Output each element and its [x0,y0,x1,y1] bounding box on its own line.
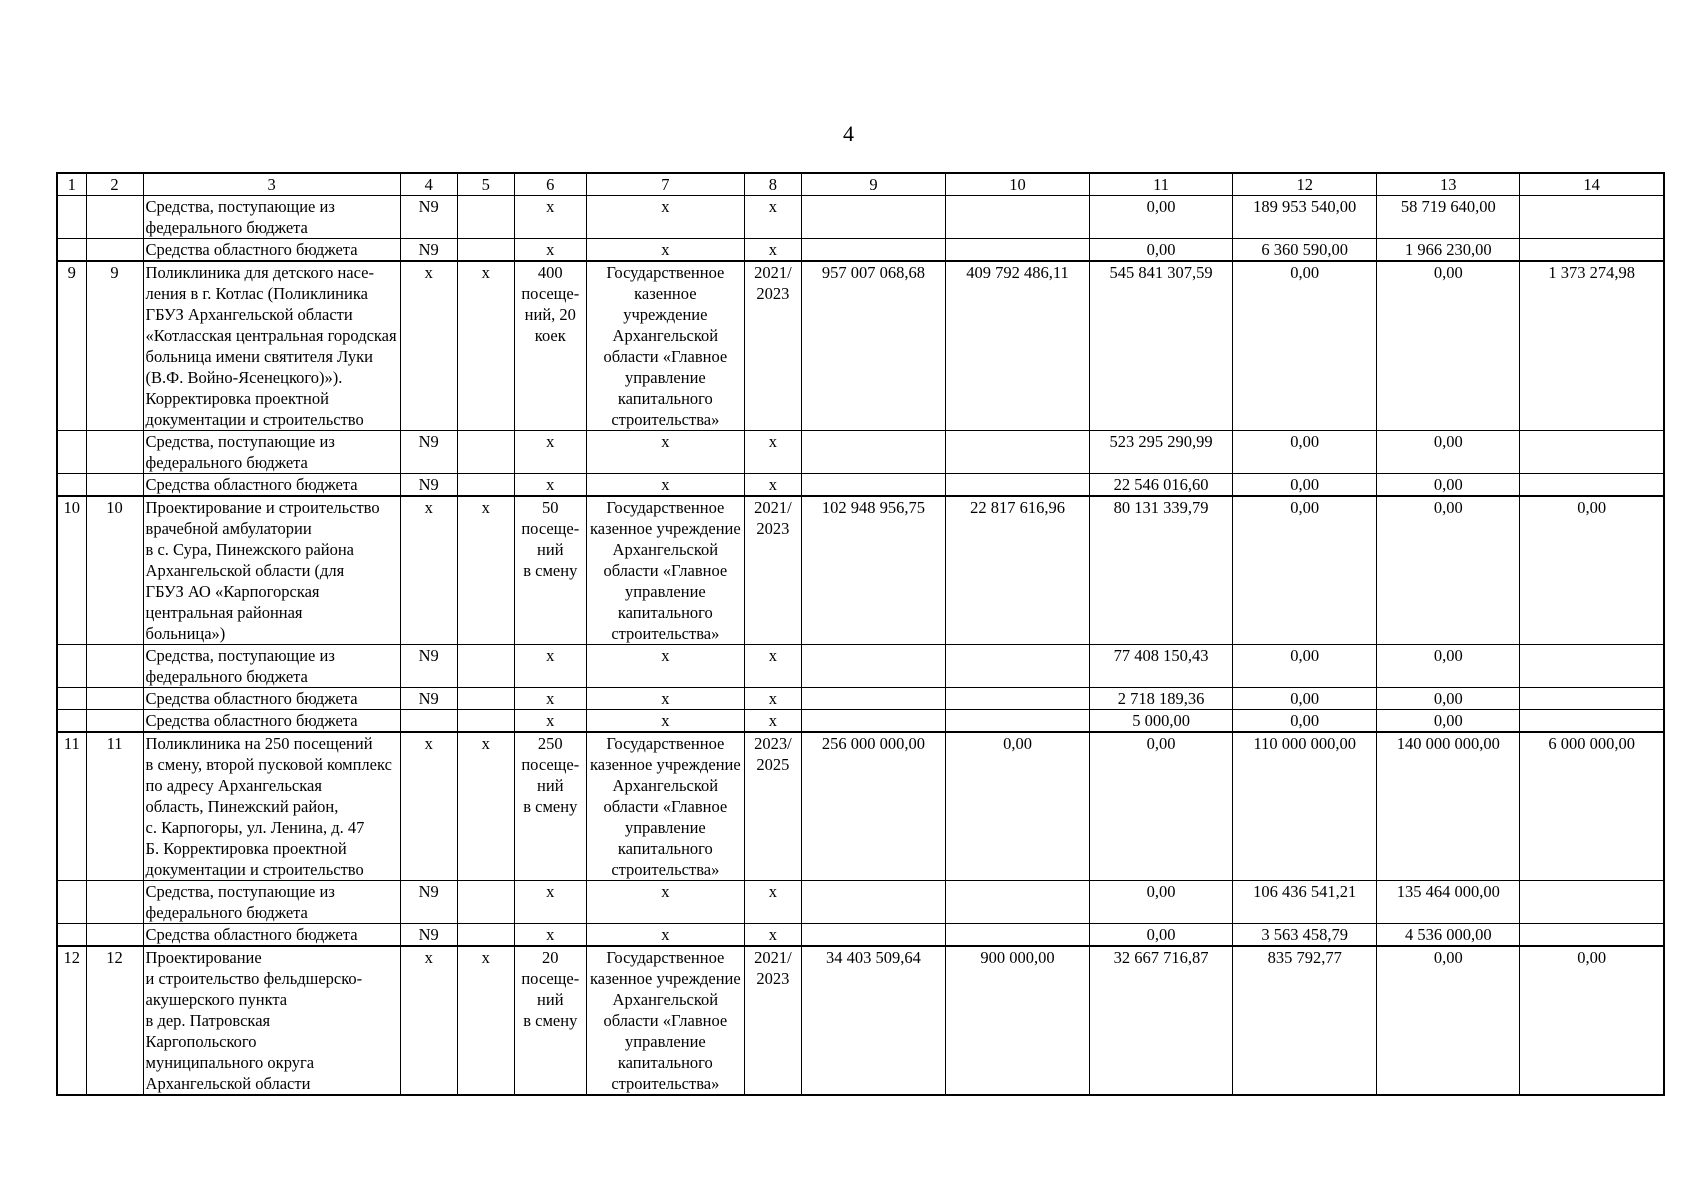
col5-cell [457,431,514,474]
customer-cell: Государственное казенное учреждение Архангельской области «Главное управление капитального строительства» [586,732,744,881]
customer-cell: x [586,924,744,947]
col5-cell: x [457,261,514,431]
col12-value-cell: 0,00 [1233,496,1377,645]
col14-value-cell [1520,688,1664,710]
customer-cell: x [586,688,744,710]
object-name-cell: Средства областного бюджета [143,688,400,710]
col11-value-cell: 0,00 [1090,239,1233,262]
row-number-cell [57,239,86,262]
object-row [57,946,1664,1095]
object-row [57,496,1664,645]
col12-value-cell: 0,00 [1233,261,1377,431]
customer-cell: x [586,881,744,924]
col12-value-cell: 106 436 541,21 [1233,881,1377,924]
item-number-cell [86,645,143,688]
funding-source-row [57,881,1664,924]
col14-value-cell [1520,924,1664,947]
col13-value-cell: 4 536 000,00 [1377,924,1520,947]
object-name-cell: Средства, поступающие из федерального бюджета [143,431,400,474]
total-cost-cell [801,431,945,474]
col10-value-cell [946,924,1090,947]
customer-cell: x [586,710,744,733]
col5-cell [457,474,514,497]
code-cell: x [400,732,457,881]
object-name-cell: Поликлиника на 250 посещений в смену, второй пусковой комплекс по адресу Архангельская область, Пинежский район, с. Карпогоры, ул. Ленина, д. 47 Б. Корректировка проектной документации и строительство [143,732,400,881]
col10-value-cell [946,431,1090,474]
period-cell: x [744,645,801,688]
col14-value-cell [1520,710,1664,733]
col5-cell [457,688,514,710]
funding-source-row [57,924,1664,947]
total-cost-cell [801,881,945,924]
object-name-cell: Проектирование и строительство врачебной амбулатории в с. Сура, Пинежского района Архангельской области (для ГБУЗ АО «Карпогорская центральная районная больница») [143,496,400,645]
capacity-cell: x [514,710,586,733]
object-name-cell: Средства, поступающие из федерального бюджета [143,881,400,924]
total-cost-cell [801,688,945,710]
header-row [57,173,1664,196]
col10-value-cell: 0,00 [946,732,1090,881]
col5-cell [457,881,514,924]
capacity-cell: x [514,431,586,474]
capacity-cell: x [514,645,586,688]
col12-value-cell: 0,00 [1233,474,1377,497]
col11-value-cell: 523 295 290,99 [1090,431,1233,474]
period-cell: x [744,196,801,239]
col5-cell: x [457,946,514,1095]
code-cell: x [400,946,457,1095]
row-number-cell [57,196,86,239]
item-number-cell: 11 [86,732,143,881]
funding-source-row [57,196,1664,239]
item-number-cell: 10 [86,496,143,645]
total-cost-cell [801,645,945,688]
funding-source-row [57,239,1664,262]
capacity-cell: x [514,688,586,710]
col14-value-cell: 1 373 274,98 [1520,261,1664,431]
col12-value-cell: 110 000 000,00 [1233,732,1377,881]
customer-cell: x [586,431,744,474]
row-number-cell [57,431,86,474]
col13-value-cell: 0,00 [1377,710,1520,733]
object-name-cell: Средства, поступающие из федерального бюджета [143,645,400,688]
col13-value-cell: 58 719 640,00 [1377,196,1520,239]
page-number: 4 [843,121,854,146]
row-number-cell: 12 [57,946,86,1095]
col14-value-cell [1520,474,1664,497]
object-name-cell: Средства, поступающие из федерального бюджета [143,196,400,239]
period-cell: x [744,431,801,474]
col14-value-cell [1520,431,1664,474]
col5-cell [457,239,514,262]
col13-value-cell: 0,00 [1377,946,1520,1095]
col11-value-cell: 5 000,00 [1090,710,1233,733]
customer-cell: Государственное казенное учреждение Архангельской области «Главное управление капитального строительства» [586,261,744,431]
customer-cell: x [586,239,744,262]
col10-value-cell [946,196,1090,239]
col10-value-cell: 900 000,00 [946,946,1090,1095]
header-cell: 3 [143,173,400,196]
col13-value-cell: 0,00 [1377,645,1520,688]
period-cell: x [744,710,801,733]
code-cell: N9 [400,924,457,947]
col11-value-cell: 22 546 016,60 [1090,474,1233,497]
col13-value-cell: 0,00 [1377,431,1520,474]
item-number-cell [86,474,143,497]
item-number-cell [86,710,143,733]
header-cell: 2 [86,173,143,196]
col14-value-cell [1520,881,1664,924]
total-cost-cell [801,196,945,239]
col10-value-cell [946,474,1090,497]
col11-value-cell: 0,00 [1090,196,1233,239]
col12-value-cell: 0,00 [1233,688,1377,710]
col5-cell [457,196,514,239]
row-number-cell [57,474,86,497]
total-cost-cell [801,239,945,262]
col12-value-cell: 6 360 590,00 [1233,239,1377,262]
col13-value-cell: 140 000 000,00 [1377,732,1520,881]
col13-value-cell: 135 464 000,00 [1377,881,1520,924]
period-cell: 2023/ 2025 [744,732,801,881]
col12-value-cell: 835 792,77 [1233,946,1377,1095]
code-cell: N9 [400,239,457,262]
header-cell: 7 [586,173,744,196]
total-cost-cell: 102 948 956,75 [801,496,945,645]
col5-cell [457,924,514,947]
col11-value-cell: 2 718 189,36 [1090,688,1233,710]
col10-value-cell [946,710,1090,733]
col5-cell: x [457,732,514,881]
header-cell: 11 [1090,173,1233,196]
period-cell: x [744,688,801,710]
header-cell: 6 [514,173,586,196]
capacity-cell: x [514,881,586,924]
code-cell [400,710,457,733]
customer-cell: Государственное казенное учреждение Архангельской области «Главное управление капитального строительства» [586,496,744,645]
object-row [57,261,1664,431]
capacity-cell: 400 посеще- ний, 20 коек [514,261,586,431]
row-number-cell: 11 [57,732,86,881]
row-number-cell: 9 [57,261,86,431]
row-number-cell: 10 [57,496,86,645]
object-name-cell: Средства областного бюджета [143,710,400,733]
col13-value-cell: 0,00 [1377,474,1520,497]
col12-value-cell: 0,00 [1233,431,1377,474]
capacity-cell: 20 посеще- ний в смену [514,946,586,1095]
period-cell: 2021/ 2023 [744,946,801,1095]
header-cell: 9 [801,173,945,196]
code-cell: N9 [400,474,457,497]
object-row [57,732,1664,881]
col14-value-cell: 0,00 [1520,946,1664,1095]
total-cost-cell: 256 000 000,00 [801,732,945,881]
col11-value-cell: 77 408 150,43 [1090,645,1233,688]
period-cell: x [744,474,801,497]
item-number-cell [86,431,143,474]
capacity-cell: x [514,474,586,497]
object-name-cell: Средства областного бюджета [143,239,400,262]
col11-value-cell: 0,00 [1090,732,1233,881]
header-cell: 8 [744,173,801,196]
capacity-cell: x [514,196,586,239]
col14-value-cell: 6 000 000,00 [1520,732,1664,881]
col14-value-cell [1520,645,1664,688]
col13-value-cell: 0,00 [1377,688,1520,710]
funding-source-row [57,688,1664,710]
period-cell: x [744,881,801,924]
col11-value-cell: 0,00 [1090,881,1233,924]
capacity-cell: 250 посеще- ний в смену [514,732,586,881]
object-name-cell: Средства областного бюджета [143,924,400,947]
customer-cell: x [586,196,744,239]
total-cost-cell [801,924,945,947]
total-cost-cell [801,474,945,497]
code-cell: x [400,261,457,431]
item-number-cell [86,239,143,262]
code-cell: N9 [400,645,457,688]
period-cell: x [744,924,801,947]
item-number-cell [86,924,143,947]
total-cost-cell [801,710,945,733]
col14-value-cell [1520,239,1664,262]
header-cell: 14 [1520,173,1664,196]
col10-value-cell [946,645,1090,688]
col5-cell: x [457,496,514,645]
header-cell: 5 [457,173,514,196]
col5-cell [457,710,514,733]
total-cost-cell: 34 403 509,64 [801,946,945,1095]
customer-cell: x [586,645,744,688]
col5-cell [457,645,514,688]
item-number-cell: 12 [86,946,143,1095]
funding-source-row [57,431,1664,474]
header-cell: 1 [57,173,86,196]
capacity-cell: x [514,239,586,262]
row-number-cell [57,710,86,733]
period-cell: 2021/ 2023 [744,261,801,431]
funding-source-row [57,710,1664,733]
col12-value-cell: 0,00 [1233,645,1377,688]
row-number-cell [57,688,86,710]
col14-value-cell [1520,196,1664,239]
capacity-cell: x [514,924,586,947]
col10-value-cell: 22 817 616,96 [946,496,1090,645]
header-cell: 13 [1377,173,1520,196]
item-number-cell [86,196,143,239]
budget-table [56,172,1665,1096]
customer-cell: Государственное казенное учреждение Архангельской области «Главное управление капитального строительства» [586,946,744,1095]
capacity-cell: 50 посеще- ний в смену [514,496,586,645]
row-number-cell [57,645,86,688]
code-cell: N9 [400,196,457,239]
object-name-cell: Поликлиника для детского насе- ления в г. Котлас (Поликлиника ГБУЗ Архангельской области «Котласская центральная городская больница имени святителя Луки (В.Ф. Войно-Ясенецкого)»). Корректировка проектной документации и строительство [143,261,400,431]
col10-value-cell [946,239,1090,262]
col10-value-cell: 409 792 486,11 [946,261,1090,431]
col13-value-cell: 0,00 [1377,496,1520,645]
object-name-cell: Средства областного бюджета [143,474,400,497]
row-number-cell [57,881,86,924]
col10-value-cell [946,688,1090,710]
code-cell: x [400,496,457,645]
item-number-cell: 9 [86,261,143,431]
col12-value-cell: 3 563 458,79 [1233,924,1377,947]
header-cell: 4 [400,173,457,196]
total-cost-cell: 957 007 068,68 [801,261,945,431]
col11-value-cell: 545 841 307,59 [1090,261,1233,431]
funding-source-row [57,474,1664,497]
col13-value-cell: 1 966 230,00 [1377,239,1520,262]
col13-value-cell: 0,00 [1377,261,1520,431]
col14-value-cell: 0,00 [1520,496,1664,645]
col12-value-cell: 0,00 [1233,710,1377,733]
code-cell: N9 [400,431,457,474]
period-cell: x [744,239,801,262]
header-cell: 12 [1233,173,1377,196]
col11-value-cell: 32 667 716,87 [1090,946,1233,1095]
period-cell: 2021/ 2023 [744,496,801,645]
item-number-cell [86,688,143,710]
row-number-cell [57,924,86,947]
customer-cell: x [586,474,744,497]
object-name-cell: Проектирование и строительство фельдшерско- акушерского пункта в дер. Патровская Каргопольского муниципального округа Архангельской области [143,946,400,1095]
code-cell: N9 [400,881,457,924]
header-cell: 10 [946,173,1090,196]
code-cell: N9 [400,688,457,710]
col10-value-cell [946,881,1090,924]
col12-value-cell: 189 953 540,00 [1233,196,1377,239]
item-number-cell [86,881,143,924]
col11-value-cell: 80 131 339,79 [1090,496,1233,645]
col11-value-cell: 0,00 [1090,924,1233,947]
funding-source-row [57,645,1664,688]
